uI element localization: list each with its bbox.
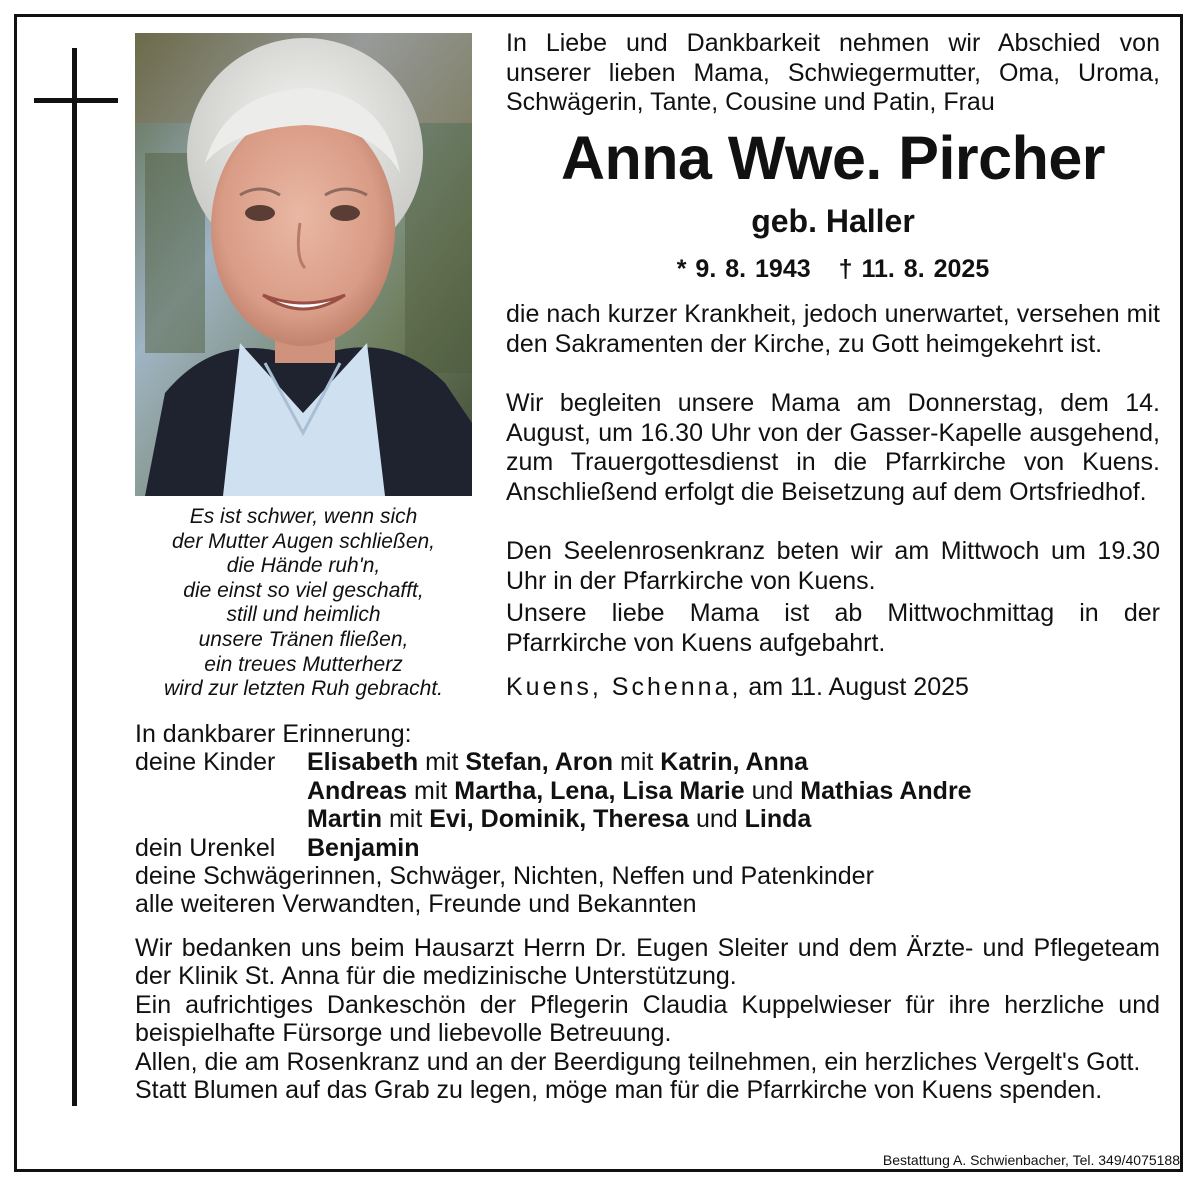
maiden-name: geb. Haller (751, 203, 915, 239)
poem (135, 505, 472, 702)
death-date: † 11. 8. 2025 (838, 255, 990, 283)
poem-line: wird zur letzten Ruh gebracht. (164, 677, 443, 701)
great-grandchild-label: dein Urenkel (135, 833, 276, 862)
children-row: deine Kinder Elisabeth mit Stefan, Aron mit Katrin, Anna (135, 748, 808, 777)
closing-paragraph: Wir bedanken uns beim Hausarzt Herrn Dr. Eugen Sleiter und dem Ärzte- und Pflegeteam der Klinik St. Anna für die medizinische Unterstützung. (135, 934, 1160, 991)
poem-line: unsere Tränen fließen, (198, 627, 409, 651)
great-grandchild-name: Benjamin (307, 833, 420, 862)
poem-line: die einst so viel geschafft, (183, 578, 424, 602)
great-grandchild-row (135, 834, 972, 862)
others-row: alle weiteren Verwandten, Freunde und Bekannten (135, 890, 697, 919)
cross-icon-bar (34, 98, 118, 103)
viewing-paragraph: Unsere liebe Mama ist ab Mittwochmittag in der Pfarrkirche von Kuens aufgebahrt. (506, 599, 1160, 657)
closing-paragraph: Ein aufrichtiges Dankeschön der Pflegerin Claudia Kuppelwieser für ihre herzliche und beispielhafte Fürsorge und liebevolle Betreuung. (135, 990, 1160, 1048)
mourners-list (135, 720, 972, 919)
birth-date: * 9. 8. 1943 (676, 255, 811, 283)
closing-paragraph: Allen, die am Rosenkranz und an der Beerdigung teilnehmen, ein herzliches Vergelt's Gott. (135, 1047, 1141, 1076)
in-laws-row: deine Schwägerinnen, Schwäger, Nichten, Neffen und Patenkinder (135, 862, 874, 891)
funeral-paragraph: Wir begleiten unsere Mama am Donnerstag, dem 14. August, um 16.30 Uhr von der Gasser-Kapelle ausgehend, zum Trauergottesdienst in die Pfarrkirche von Kuens. Anschließend erfolgt die Beisetzung auf dem Ortsfriedhof. (506, 389, 1160, 506)
life-dates (506, 253, 1160, 285)
portrait-photo (135, 33, 472, 496)
poem-line: die Hände ruh'n, (226, 554, 381, 578)
date: am 11. August 2025 (748, 673, 969, 701)
poem-line: still und heimlich (226, 603, 381, 627)
closing-paragraph: Statt Blumen auf das Grab zu legen, möge man für die Pfarrkirche von Kuens spenden. (135, 1076, 1103, 1105)
closing-thanks (135, 934, 1160, 1104)
deceased-name: Anna Wwe. Pircher (560, 124, 1105, 192)
poem-line: Es ist schwer, wenn sich (189, 505, 418, 528)
place-date (506, 672, 969, 702)
mourners-heading: In dankbarer Erinnerung: (135, 720, 412, 748)
children-label: deine Kinder (135, 748, 276, 777)
poem-line: der Mutter Augen schließen, (171, 529, 436, 553)
paragraph: die nach kurzer Krankheit, jedoch unerwartet, versehen mit den Sakramenten der Kirche, zu Gott heimgekehrt ist. (506, 300, 1160, 358)
intro-text: In Liebe und Dankbarkeit nehmen wir Abschied von unserer lieben Mama, Schwiegermutter, Oma, Uroma, Schwägerin, Tante, Cousine und Patin, Frau (506, 29, 1160, 116)
cross-icon (72, 48, 77, 1106)
undertaker-credit: Bestattung A. Schwienbacher, Tel. 349/4075188 (882, 1152, 1180, 1168)
poem-line: ein treues Mutterherz (204, 652, 403, 676)
children-row: Andreas mit Martha, Lena, Lisa Marie und Mathias Andre (307, 776, 972, 805)
children-row: Martin mit Evi, Dominik, Theresa und Linda (307, 805, 812, 834)
place: Kuens, Schenna, (506, 673, 742, 701)
rosary-paragraph: Den Seelenrosenkranz beten wir am Mittwoch um 19.30 Uhr in der Pfarrkirche von Kuens. (506, 537, 1160, 595)
